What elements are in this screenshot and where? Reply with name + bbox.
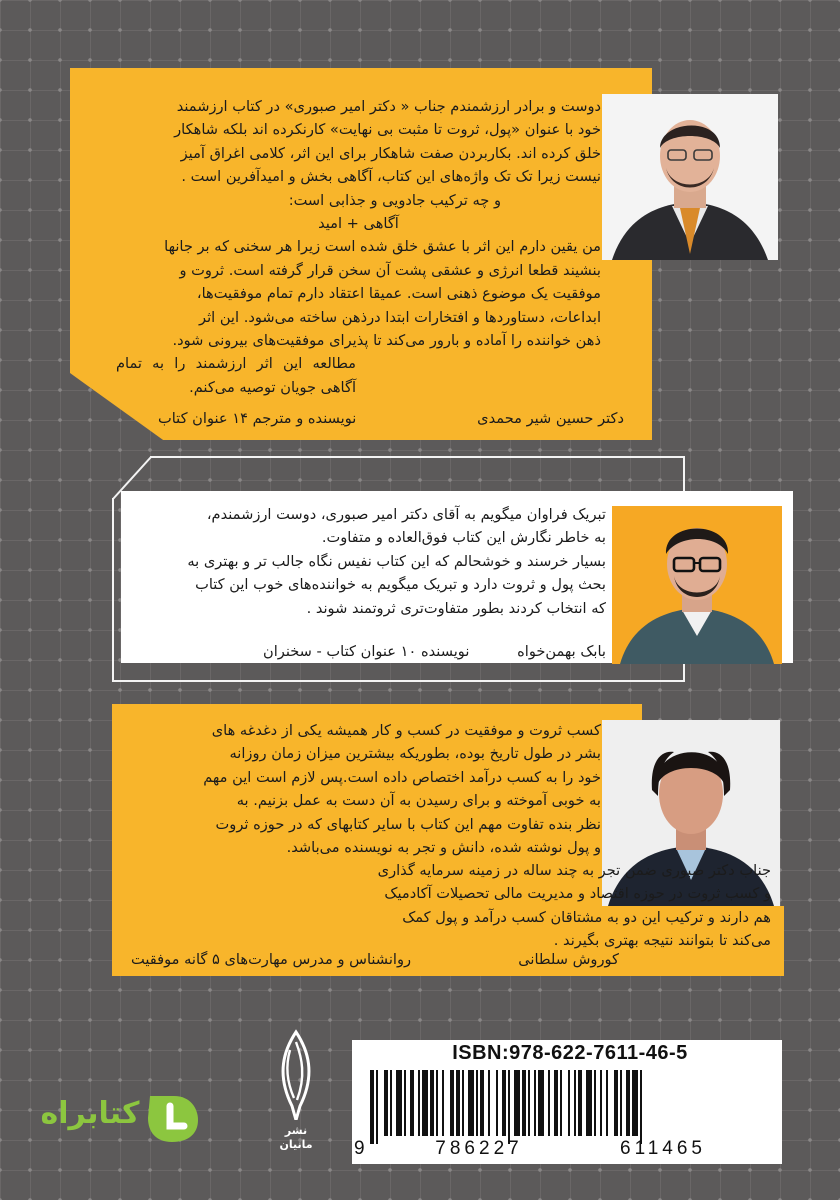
review-3-line: و پول نوشته شده، دانش و تجر به نویسنده می‌باشد. xyxy=(286,839,601,857)
barcode-bar xyxy=(396,1070,402,1136)
review-2-text xyxy=(123,503,606,620)
barcode-bar xyxy=(574,1070,576,1136)
barcode-bar xyxy=(384,1070,388,1136)
ketabrah-logo-icon xyxy=(144,1090,202,1146)
review-3-line: جناب دکتر صبوری ضمن تجر به چند ساله در زمینه سرمایه گذاری xyxy=(377,862,771,879)
publisher-logo xyxy=(270,1028,322,1156)
reviewer-photo-2 xyxy=(612,506,782,664)
review-1-line: مطالعه این اثر ارزشمند را به تمام آگاهی جویان توصیه می‌کنم. xyxy=(116,355,356,396)
barcode-bar xyxy=(410,1070,414,1136)
isbn-digit-first: 9 xyxy=(354,1138,365,1159)
review-1-line: بنشیند قطعا انرژی و عشقی پشت آن سخن قرار گرفته است. ثروت و xyxy=(179,261,601,279)
review-1-line: ابداعات، دستاوردها و افتخارات ابتدا درذهن ساخته می‌شود. این اثر xyxy=(199,308,601,326)
barcode-bar xyxy=(456,1070,460,1136)
isbn-digit-group-1: 786227 xyxy=(435,1138,523,1159)
barcode-bar xyxy=(640,1070,642,1144)
review-3-role: روانشناس و مدرس مهارت‌های ۵ گانه موفقیت xyxy=(131,951,412,968)
barcode-bar xyxy=(422,1070,428,1136)
review-1-line: موفقیت یک موضوع ذهنی است. عمیقا اعتقاد دارم تمام موفقیت‌ها، xyxy=(196,285,601,303)
ketabrah-logo-text: کتابراه xyxy=(40,1096,140,1131)
review-3-line: هم دارند و ترکیب این دو به مشتاقان کسب درآمد و پول کمک xyxy=(402,908,771,926)
review-2-line: به خاطر نگارش این کتاب فوق‌العاده و متفاوت. xyxy=(321,529,606,547)
barcode-bar xyxy=(514,1070,520,1136)
barcode-bar xyxy=(450,1070,454,1136)
publisher-name-line-1: نشر xyxy=(284,1124,308,1137)
barcode-bar xyxy=(502,1070,506,1136)
review-card-2-frame-bottom xyxy=(112,680,685,682)
barcode-bar xyxy=(594,1070,596,1136)
review-1-author: دکتر حسین شیر محمدی xyxy=(477,410,624,427)
review-1-role: نویسنده و مترجم ۱۴ عنوان کتاب xyxy=(158,410,357,427)
barcode-bar xyxy=(468,1070,474,1136)
review-3-text-wide xyxy=(131,859,771,953)
review-1-line: نیست زیرا تک تک واژه‌های این کتاب، آگاهی بخش و امیدآفرین است . xyxy=(181,168,601,186)
barcode-bar xyxy=(586,1070,592,1136)
barcode-bar xyxy=(578,1070,582,1136)
barcode-bar xyxy=(462,1070,464,1136)
barcode-bar xyxy=(538,1070,544,1136)
barcode-bar xyxy=(554,1070,558,1136)
review-3-line: بشر در طول تاریخ بوده، بطوریکه بیشترین میزان زمان روزانه xyxy=(229,745,601,763)
barcode-bar xyxy=(476,1070,478,1136)
barcode-bar xyxy=(560,1070,562,1136)
review-1-line: خلق کرده اند. بکاربردن صفت شاهکار برای این اثر، کلامی اغراق آمیز xyxy=(180,144,601,162)
review-2-line: بحث پول و ثروت دارد و تبریک میگویم به خواننده‌های خوب این کتاب xyxy=(195,576,606,594)
publisher-name-line-2: مانیان xyxy=(279,1138,313,1151)
review-3-line: به خوبی آموخته و برای رسیدن به آن دست به عمل بزنیم. به xyxy=(236,792,601,810)
barcode-bar xyxy=(600,1070,602,1136)
barcode-bar xyxy=(404,1070,406,1136)
barcode-bar xyxy=(376,1070,378,1144)
quill-logo-icon xyxy=(270,1028,322,1120)
review-2-line: بسیار خرسند و خوشحالم که این کتاب نفیس نگاه جالب تر و بهتری به xyxy=(187,552,606,570)
review-1-signature xyxy=(158,407,624,430)
barcode-bar xyxy=(418,1070,420,1136)
barcode-bars xyxy=(366,1070,776,1144)
reviewer-photo-1 xyxy=(602,94,778,260)
review-1-line: آگاهی + امید xyxy=(318,215,399,233)
barcode-bar xyxy=(548,1070,550,1136)
review-3-line: کسب ثروت و موفقیت در کسب و کار همیشه یکی از دغدغه های xyxy=(211,722,601,739)
review-2-signature xyxy=(123,640,606,663)
barcode-bar xyxy=(568,1070,570,1136)
barcode-bar xyxy=(528,1070,530,1136)
barcode-bar xyxy=(488,1070,490,1136)
review-2-line: تبریک فراوان میگویم به آقای دکتر امیر صبوری، دوست ارزشمندم، xyxy=(206,506,606,523)
review-1-line: و چه ترکیب جادویی و جذابی است: xyxy=(288,191,501,209)
barcode-bar xyxy=(496,1070,498,1136)
review-3-text xyxy=(131,719,601,859)
barcode-bar xyxy=(632,1070,638,1136)
barcode-bar xyxy=(442,1070,444,1136)
review-3-author: کوروش سلطانی xyxy=(518,951,619,968)
barcode-bar xyxy=(480,1070,484,1136)
isbn-label: ISBN:978-622-7611-46-5 xyxy=(452,1042,688,1064)
review-2-role: نویسنده ۱۰ عنوان کتاب - سخنران xyxy=(263,643,470,660)
isbn-barcode xyxy=(352,1040,782,1164)
barcode-bar xyxy=(606,1070,608,1136)
barcode-bar xyxy=(508,1070,510,1144)
review-3-line: و کسب ثروت در حوزه اقتصاد و مدیریت مالی تحصیلات آکادمیک xyxy=(384,885,771,903)
review-1-text xyxy=(116,95,601,399)
ketabrah-logo xyxy=(36,1086,204,1148)
barcode-bar xyxy=(436,1070,438,1136)
barcode-bar xyxy=(370,1070,374,1144)
review-3-signature xyxy=(131,948,619,971)
barcode-bar xyxy=(522,1070,526,1136)
review-2-line: که انتخاب کردند بطور متفاوت‌تری ثروتمند شوند . xyxy=(306,599,606,617)
barcode-bar xyxy=(614,1070,618,1136)
review-1-line: ذهن خواننده را آماده و بارور می‌کند تا پذیرای موفقیت‌های بیرونی شود. xyxy=(172,332,601,350)
review-2-author: بابک بهمن‌خواه xyxy=(517,643,606,660)
review-1-line: من یقین دارم این اثر با عشق خلق شده است زیرا هر سخنی که بر جانها xyxy=(164,238,601,256)
review-3-line: می‌کند تا بتوانند نتیجه بهتری بگیرند . xyxy=(553,932,771,950)
barcode-bar xyxy=(430,1070,434,1136)
barcode-bar xyxy=(626,1070,630,1136)
review-3-line: خود را به کسب درآمد اختصاص داده است.پس لازم است این مهم xyxy=(203,768,601,786)
barcode-bar xyxy=(534,1070,536,1136)
review-card-2-frame-top xyxy=(150,456,685,458)
review-1-line: دوست و برادر ارزشمندم جناب « دکتر امیر صبوری» در کتاب ارزشمند xyxy=(176,98,601,115)
review-3-line: نظر بنده تفاوت مهم این کتاب با سایر کتابهای که در حوزه ثروت xyxy=(215,815,601,833)
barcode-bar xyxy=(620,1070,622,1136)
review-1-line: خود با عنوان «پول، ثروت تا مثبت بی نهایت» کارنکرده اند بلکه شاهکار xyxy=(174,121,601,139)
isbn-digit-group-2: 611465 xyxy=(620,1138,706,1159)
barcode-bar xyxy=(390,1070,392,1136)
review-card-2-frame-left xyxy=(112,498,114,682)
